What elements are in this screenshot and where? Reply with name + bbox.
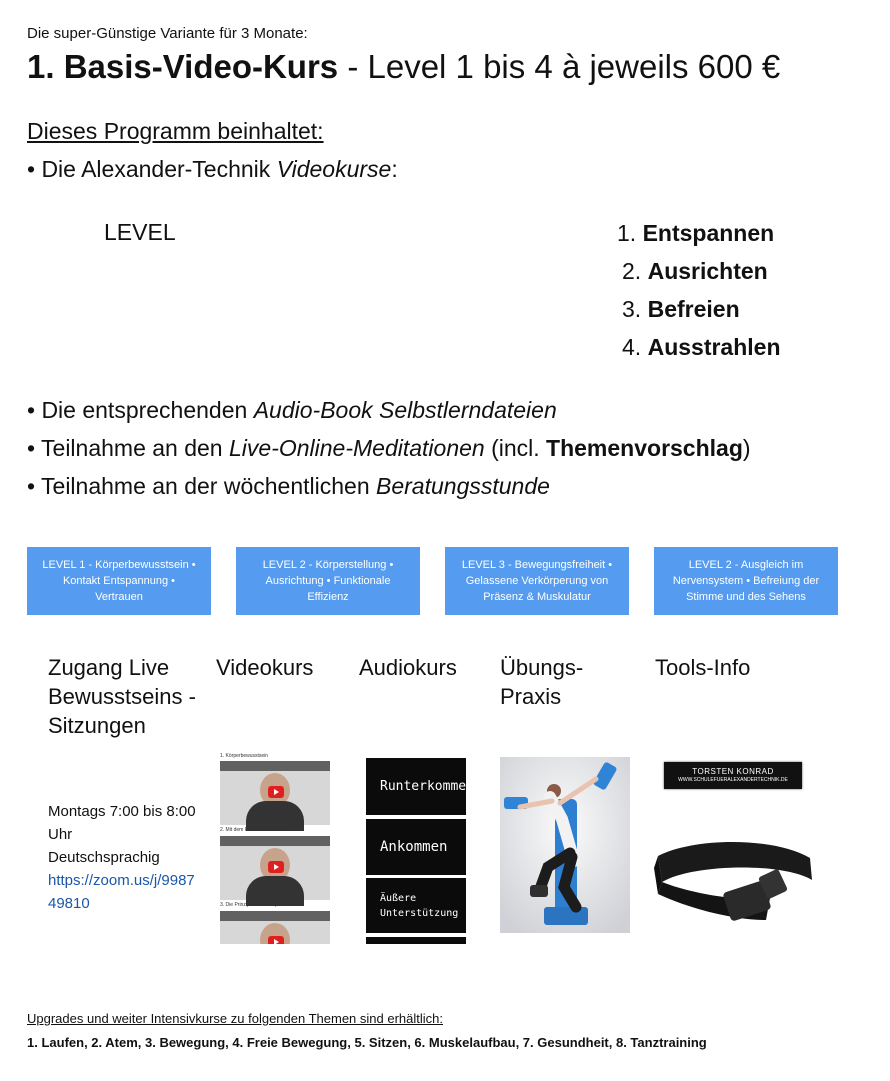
column-audiokurs: Audiokurs [359, 655, 457, 680]
badge-name: TORSTEN KONRAD [692, 767, 774, 776]
level-number: 2. [622, 258, 648, 284]
play-icon [268, 786, 284, 798]
video-course-thumbnail[interactable] [219, 752, 331, 944]
bullet-text: • Teilnahme an den [27, 435, 229, 461]
video-titlebar [220, 836, 330, 846]
video-label-1: 1. Körperbewusstsein [220, 753, 269, 759]
bullet-italic: Videokurse [276, 156, 392, 182]
bullet-text: : [391, 156, 398, 182]
play-icon [268, 861, 284, 873]
upgrades-heading: Upgrades und weiter Intensivkurse zu folgenden Themen sind erhältlich: [27, 1011, 443, 1026]
level-item-3 [622, 296, 740, 323]
level-number: 4. [622, 334, 648, 360]
level-label: LEVEL [104, 219, 176, 245]
level-item-2 [622, 258, 768, 285]
intro-text: Die super-Günstige Variante für 3 Monate: [27, 25, 308, 42]
level-item-4 [622, 334, 781, 361]
bullet-italic: Live-Online-Meditationen [229, 435, 485, 461]
level-item-1 [617, 220, 774, 247]
bullet-text: ) [742, 435, 751, 461]
audio-tile-unterstuetzung[interactable]: Äußere Unterstützung [366, 878, 466, 933]
schedule-language: Deutschsprachig [48, 849, 160, 866]
belt-image [652, 828, 818, 928]
video-titlebar [220, 911, 330, 921]
level-number: 3. [622, 296, 648, 322]
level-2-button[interactable]: LEVEL 2 - Körperstellung • Ausrichtung • Funktionale Effizienz [236, 547, 420, 615]
video-label-3: 3. Die Prinzipien des Körper-Lernens [220, 902, 302, 908]
level-name: Entspannen [642, 220, 775, 246]
bullet-text: • Die Alexander-Technik [27, 156, 277, 182]
badge-url: WWW.SCHULEFUERALEXANDERTECHNIK.DE [678, 777, 788, 783]
schedule-time: Montags 7:00 bis 8:00 Uhr [48, 803, 196, 843]
video-preview-3 [220, 911, 330, 944]
bullet-videokurse [27, 156, 398, 183]
audio-tile-partial [366, 937, 466, 944]
column-tools: Tools-Info [655, 655, 751, 680]
bullet-text: • Die entsprechenden [27, 397, 254, 423]
level-name: Ausstrahlen [647, 334, 781, 360]
title-rest: - Level 1 bis 4 à jeweils 600 € [338, 48, 781, 85]
audio-tile-ankommen[interactable]: Ankommen [366, 819, 466, 875]
video-preview-1 [220, 761, 330, 825]
level-name: Befreien [647, 296, 740, 322]
title-bold: 1. Basis-Video-Kurs [27, 48, 339, 85]
topics-list: 1. Laufen, 2. Atem, 3. Bewegung, 4. Freie Bewegung, 5. Sitzen, 6. Muskelaufbau, 7. Gesundheit, 8. Tanztraining [27, 1035, 707, 1050]
bullet-text: • Teilnahme an der wöchentlichen [27, 473, 377, 499]
video-label-2: 2. Mit dem Falschen aufhören [220, 827, 287, 833]
bullet-italic: Beratungsstunde [376, 473, 550, 499]
column-live-sessions: Zugang Live Bewusstseins -Sitzungen [48, 655, 196, 738]
play-icon [268, 936, 284, 944]
bullet-italic: Audio-Book Selbstlerndateien [253, 397, 557, 423]
tools-badge [664, 762, 802, 789]
audio-tile-runterkommen[interactable]: Runterkommen [366, 758, 466, 815]
program-heading: Dieses Programm beinhaltet: [27, 118, 324, 144]
level-number: 1. [617, 220, 643, 246]
practice-photo [500, 757, 630, 933]
bullet-text: (incl. [484, 435, 547, 461]
bullet-meditationen [27, 435, 751, 462]
level-4-button[interactable]: LEVEL 2 - Ausgleich im Nervensystem • Befreiung der Stimme und des Sehens [654, 547, 838, 615]
column-videokurs: Videokurs [216, 655, 314, 680]
level-1-button[interactable]: LEVEL 1 - Körperbewusstsein • Kontakt Entspannung • Vertrauen [27, 547, 211, 615]
page-title [27, 48, 780, 86]
bullet-audiobook [27, 397, 557, 424]
level-3-button[interactable]: LEVEL 3 - Bewegungsfreiheit • Gelassene Verkörperung von Präsenz & Muskulatur [445, 547, 629, 615]
video-titlebar [220, 761, 330, 771]
bullet-bold: Themenvorschlag [546, 435, 743, 461]
video-preview-2 [220, 836, 330, 900]
column-practice: Übungs- Praxis [500, 655, 584, 709]
level-name: Ausrichten [647, 258, 768, 284]
zoom-link[interactable]: https://zoom.us/j/998749810 [48, 872, 195, 912]
schedule-info [48, 800, 198, 915]
practice-figure-image [500, 757, 630, 933]
bullet-beratung [27, 473, 550, 500]
